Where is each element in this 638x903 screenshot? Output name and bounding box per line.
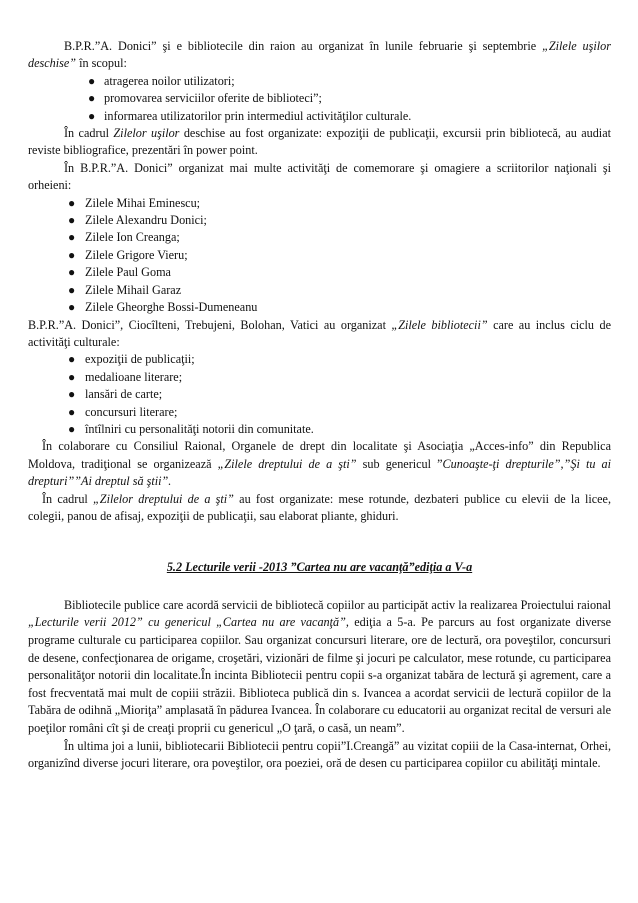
emphasis: „Zilele uşilor deschise” (28, 39, 612, 71)
paragraph-boarding-school-visit: În ultima joi a lunii, bibliotecarii Bibliotecii pentru copii”I.Creangă” au vizitat copiii de la Casa-internat, Orhei, organizînd diverse jocuri literare, ora poveştilor, ora poeziei, oră de desen cu participarea copiilor cu abilităţi mintale. (28, 738, 611, 771)
list-item-text: atragerea noilor utilizatori; (104, 73, 235, 88)
list-item (28, 386, 611, 403)
bullet-icon: ● (88, 108, 96, 123)
text: În cadrul (42, 491, 94, 506)
list-item (28, 108, 611, 125)
writers-list (28, 195, 611, 317)
text: Bibliotecile publice care acordă servicii de bibliotecă copiilor au participăt activ la realizarea Proiectului raional (64, 597, 611, 612)
list-item-text: informarea utilizatorilor prin intermediul activităţilor culturale. (104, 108, 412, 123)
list-item (28, 351, 611, 368)
bullet-icon: ● (68, 213, 76, 228)
bullet-icon: ● (68, 421, 76, 436)
text: B.P.R.”A. Donici”, Ciocîlteni, Trebujeni, Bolohan, Vatici au organizat (28, 317, 392, 332)
list-item (28, 195, 611, 212)
goals-list (28, 73, 611, 125)
list-item-text: Zilele Ion Creanga; (85, 230, 180, 245)
paragraph-summer-reading (28, 597, 611, 738)
list-item (28, 404, 611, 421)
emphasis: „Zilele dreptului de a şti” (217, 456, 357, 471)
document-page (28, 38, 611, 773)
list-item (28, 421, 611, 438)
list-item (28, 229, 611, 246)
text: au fost organizate: mese rotunde, dezbateri publice cu elevii de la licee, colegii, panou de afisaj, expoziţii de publicaţii, sau elaborat pliante, ghiduri. (28, 491, 611, 523)
list-item (28, 247, 611, 264)
list-item-text: expoziţii de publicaţii; (85, 352, 195, 367)
emphasis: Cunoaşte-ţi drepturile”,”Şi tu ai drepturi””Ai dreptul să ştii”. (28, 456, 611, 489)
bullet-icon: ● (68, 282, 76, 297)
list-item (28, 282, 611, 299)
bullet-icon: ● (68, 230, 76, 245)
emphasis: „Lecturile verii 2012” cu genericul „Cartea nu are vacanţă”, (28, 615, 349, 630)
paragraph-library-days (28, 317, 611, 352)
list-item-text: Zilele Grigore Vieru; (85, 247, 188, 262)
list-item (28, 264, 611, 281)
list-item-text: medalioane literare; (85, 369, 183, 384)
emphasis: „Zilelor dreptului de a şti” (93, 491, 234, 506)
list-item-text: Zilele Alexandru Donici; (85, 213, 207, 228)
list-item-text: lansări de carte; (85, 387, 163, 402)
list-item-text: Zilele Mihail Garaz (85, 282, 182, 297)
text: ediţia a 5-a. Pe parcurs au fost organizate diverse programe culturale cu participarea copiilor. Sau organizat concursuri literare, ore de lectură, ora poveştilor, concursuri de desene, confecţionarea de origame, croşetări, vizionări de filme şi jocuri pe calculator, mese rotunde, cu participarea personalităţor notorii din localitate.În incinta Bibliotecii pentru copii s-a organizat tabăra de lectură şi agrement, care a fost frecventată mai mult de copiii străzii. Biblioteca publică din s. Ivancea a acordat servicii de lectură copiilor de la Tabăra de odihnă „Mioriţa” amplasată în pădurea Ivancea. În colaborare cu educatorii au organizat recital de versuri ale poeţilor români cît şi de creaţi proprii cu genericul „O ţară, o casă, un neam”. (28, 615, 612, 735)
bullet-icon: ● (88, 73, 96, 88)
paragraph-right-to-know-events (28, 491, 611, 526)
list-item-text: Zilele Mihai Eminescu; (85, 195, 201, 210)
bullet-icon: ● (68, 195, 76, 210)
list-item-text: Zilele Paul Goma (85, 265, 171, 280)
bullet-icon: ● (68, 265, 76, 280)
list-item (28, 212, 611, 229)
paragraph-activities (28, 125, 611, 160)
text: deschise au fost organizate: expoziţii de publicaţii, excursii prin bibliotecă, au audiat reviste bibliografice, prezentări în power point. (28, 126, 611, 158)
text: care au inclus ciclu de activităţi culturale: (28, 317, 611, 349)
list-item-text: Zilele Gheorghe Bossi-Dumeneanu (85, 300, 258, 315)
bullet-icon: ● (68, 387, 76, 402)
text: sub genericul ” (356, 456, 443, 471)
bullet-icon: ● (68, 369, 76, 384)
text: B.P.R.”A. Donici” şi e bibliotecile din raion au organizat în lunile februarie şi septembrie (64, 39, 537, 53)
text: În colaborare cu Consiliul Raional, Organele de drept din localitate şi Asociaţia „Acces-info” din Republica Moldova, tradiţional se organizează (28, 439, 611, 471)
bullet-icon: ● (88, 91, 96, 106)
list-item-text: concursuri literare; (85, 404, 178, 419)
list-item (28, 299, 611, 316)
section-heading: 5.2 Lecturile verii -2013 ”Cartea nu are vacanţă”ediţia a V-a (166, 560, 473, 575)
list-item (28, 73, 611, 90)
emphasis: „Zilele bibliotecii” (391, 317, 488, 332)
emphasis: Zilelor uşilor (113, 126, 180, 141)
text: în scopul: (76, 56, 127, 71)
list-item-text: promovarea serviciilor oferite de biblioteci”; (104, 91, 322, 106)
bullet-icon: ● (68, 300, 76, 315)
activities-list (28, 351, 611, 438)
list-item (28, 90, 611, 107)
bullet-icon: ● (68, 352, 76, 367)
bullet-icon: ● (68, 247, 76, 262)
list-item (28, 369, 611, 386)
paragraph-open-doors (28, 38, 611, 73)
paragraph-commemoration: În B.P.R.”A. Donici” organizat mai multe activităţi de comemorare şi omagiere a scriitorilor naţionali şi orheieni: (28, 160, 611, 193)
bullet-icon: ● (68, 404, 76, 419)
paragraph-right-to-know (28, 438, 611, 490)
list-item-text: întîlniri cu personalităţi notorii din comunitate. (85, 421, 314, 436)
text: În cadrul (64, 126, 114, 141)
